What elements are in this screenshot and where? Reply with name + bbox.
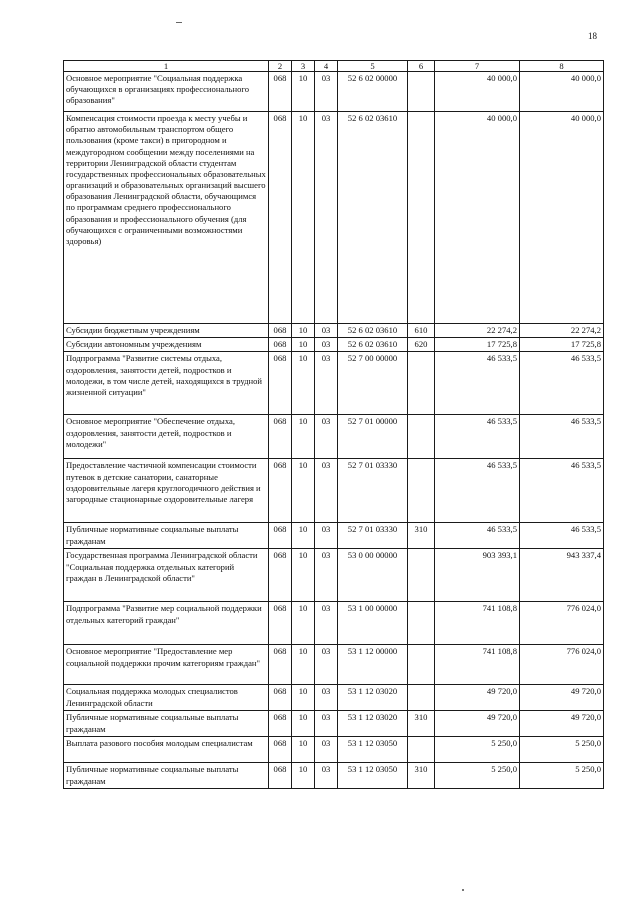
table-row <box>64 523 604 549</box>
row-subsection-code: 03 <box>315 711 338 737</box>
row-target-article: 52 6 02 03610 <box>338 324 408 338</box>
header-cell: 1 <box>64 61 269 72</box>
row-section-code: 10 <box>292 112 315 324</box>
row-expense-type: 620 <box>408 338 435 352</box>
header-cell: 5 <box>338 61 408 72</box>
row-section-code: 10 <box>292 737 315 763</box>
row-amount-col7: 22 274,2 <box>435 324 520 338</box>
row-ministry-code: 068 <box>269 737 292 763</box>
table-body <box>64 72 604 789</box>
row-ministry-code: 068 <box>269 602 292 645</box>
row-name: Субсидии бюджетным учреждениям <box>64 324 269 338</box>
scan-mark <box>462 889 464 891</box>
row-section-code: 10 <box>292 415 315 459</box>
row-amount-col8: 22 274,2 <box>520 324 604 338</box>
row-target-article: 53 1 12 03050 <box>338 763 408 789</box>
row-section-code: 10 <box>292 338 315 352</box>
header-cell: 8 <box>520 61 604 72</box>
budget-table <box>63 60 604 789</box>
row-amount-col7: 741 108,8 <box>435 602 520 645</box>
row-amount-col7: 46 533,5 <box>435 352 520 415</box>
row-section-code: 10 <box>292 72 315 112</box>
row-amount-col8: 5 250,0 <box>520 737 604 763</box>
row-ministry-code: 068 <box>269 415 292 459</box>
table-row <box>64 645 604 685</box>
table-row <box>64 549 604 602</box>
row-amount-col8: 40 000,0 <box>520 72 604 112</box>
row-subsection-code: 03 <box>315 763 338 789</box>
row-target-article: 53 1 12 03020 <box>338 685 408 711</box>
row-amount-col8: 17 725,8 <box>520 338 604 352</box>
row-target-article: 53 1 12 03020 <box>338 711 408 737</box>
row-amount-col7: 49 720,0 <box>435 711 520 737</box>
row-amount-col8: 49 720,0 <box>520 685 604 711</box>
table-row <box>64 685 604 711</box>
row-name: Публичные нормативные социальные выплаты гражданам <box>64 711 269 737</box>
row-ministry-code: 068 <box>269 352 292 415</box>
row-subsection-code: 03 <box>315 338 338 352</box>
row-subsection-code: 03 <box>315 523 338 549</box>
row-amount-col8: 46 533,5 <box>520 523 604 549</box>
row-expense-type <box>408 352 435 415</box>
row-name: Подпрограмма "Развитие мер социальной поддержки отдельных категорий граждан" <box>64 602 269 645</box>
row-ministry-code: 068 <box>269 523 292 549</box>
row-name: Выплата разового пособия молодым специалистам <box>64 737 269 763</box>
row-target-article: 52 7 01 03330 <box>338 459 408 523</box>
table-row <box>64 352 604 415</box>
row-ministry-code: 068 <box>269 549 292 602</box>
row-amount-col8: 49 720,0 <box>520 711 604 737</box>
row-expense-type: 310 <box>408 523 435 549</box>
header-cell: 2 <box>269 61 292 72</box>
row-amount-col7: 46 533,5 <box>435 459 520 523</box>
row-subsection-code: 03 <box>315 549 338 602</box>
row-subsection-code: 03 <box>315 645 338 685</box>
row-name: Публичные нормативные социальные выплаты гражданам <box>64 763 269 789</box>
row-amount-col7: 46 533,5 <box>435 415 520 459</box>
row-expense-type <box>408 72 435 112</box>
header-cell: 7 <box>435 61 520 72</box>
row-section-code: 10 <box>292 549 315 602</box>
row-amount-col8: 46 533,5 <box>520 352 604 415</box>
row-section-code: 10 <box>292 352 315 415</box>
row-subsection-code: 03 <box>315 737 338 763</box>
table-row <box>64 459 604 523</box>
row-ministry-code: 068 <box>269 72 292 112</box>
row-ministry-code: 068 <box>269 685 292 711</box>
row-ministry-code: 068 <box>269 324 292 338</box>
row-name: Подпрограмма "Развитие системы отдыха, оздоровления, занятости детей, подростков и молодежи, в том числе детей, находящихся в трудной жизненной ситуации" <box>64 352 269 415</box>
row-name: Компенсация стоимости проезда к месту учебы и обратно автомобильным транспортом общего пользования (кроме такси) в пригородном и междугородном сообщении между поселениями на территории Ленинградской области студентам государственных профессиональных образовательных организаций и образовательных организаций высшего образования Ленинградской области, обучающимся по программам среднего профессионального образования и профессионального обучения (для обучающихся с ограниченными возможностями здоровья) <box>64 112 269 324</box>
table-row <box>64 602 604 645</box>
header-cell: 4 <box>315 61 338 72</box>
row-section-code: 10 <box>292 459 315 523</box>
row-amount-col7: 49 720,0 <box>435 685 520 711</box>
row-name: Основное мероприятие "Предоставление мер социальной поддержки прочим категориям граждан" <box>64 645 269 685</box>
row-amount-col7: 40 000,0 <box>435 112 520 324</box>
row-subsection-code: 03 <box>315 415 338 459</box>
row-expense-type: 310 <box>408 763 435 789</box>
row-name: Социальная поддержка молодых специалистов Ленинградской области <box>64 685 269 711</box>
row-ministry-code: 068 <box>269 645 292 685</box>
row-subsection-code: 03 <box>315 324 338 338</box>
row-target-article: 53 1 12 03050 <box>338 737 408 763</box>
row-name: Основное мероприятие "Обеспечение отдыха, оздоровления, занятости детей, подростков и молодежи" <box>64 415 269 459</box>
table-row <box>64 324 604 338</box>
row-target-article: 52 6 02 00000 <box>338 72 408 112</box>
row-name: Субсидии автономным учреждениям <box>64 338 269 352</box>
row-ministry-code: 068 <box>269 763 292 789</box>
row-expense-type <box>408 737 435 763</box>
table-row <box>64 737 604 763</box>
row-amount-col8: 943 337,4 <box>520 549 604 602</box>
row-amount-col8: 46 533,5 <box>520 459 604 523</box>
row-expense-type: 310 <box>408 711 435 737</box>
row-amount-col8: 46 533,5 <box>520 415 604 459</box>
row-target-article: 53 1 00 00000 <box>338 602 408 645</box>
page-number: 18 <box>588 31 597 41</box>
row-section-code: 10 <box>292 645 315 685</box>
table-row <box>64 763 604 789</box>
row-name: Предоставление частичной компенсации стоимости путевок в детские санатории, санаторные оздоровительные лагеря круглогодичного действия и загородные стационарные оздоровительные лагеря <box>64 459 269 523</box>
row-expense-type <box>408 602 435 645</box>
row-expense-type <box>408 549 435 602</box>
row-ministry-code: 068 <box>269 338 292 352</box>
row-amount-col7: 17 725,8 <box>435 338 520 352</box>
row-amount-col8: 5 250,0 <box>520 763 604 789</box>
row-name: Государственная программа Ленинградской области "Социальная поддержка отдельных категорий граждан в Ленинградской области" <box>64 549 269 602</box>
row-expense-type: 610 <box>408 324 435 338</box>
row-amount-col7: 5 250,0 <box>435 737 520 763</box>
row-expense-type <box>408 645 435 685</box>
row-ministry-code: 068 <box>269 711 292 737</box>
row-amount-col7: 46 533,5 <box>435 523 520 549</box>
row-subsection-code: 03 <box>315 352 338 415</box>
table-row <box>64 415 604 459</box>
row-subsection-code: 03 <box>315 602 338 645</box>
header-row <box>64 61 604 72</box>
row-name: Публичные нормативные социальные выплаты гражданам <box>64 523 269 549</box>
row-amount-col7: 903 393,1 <box>435 549 520 602</box>
row-amount-col7: 5 250,0 <box>435 763 520 789</box>
header-cell: 6 <box>408 61 435 72</box>
row-section-code: 10 <box>292 763 315 789</box>
row-target-article: 52 7 01 03330 <box>338 523 408 549</box>
row-section-code: 10 <box>292 602 315 645</box>
table-row <box>64 338 604 352</box>
row-expense-type <box>408 685 435 711</box>
row-target-article: 53 1 12 00000 <box>338 645 408 685</box>
row-amount-col8: 776 024,0 <box>520 645 604 685</box>
row-amount-col8: 776 024,0 <box>520 602 604 645</box>
row-expense-type <box>408 415 435 459</box>
row-expense-type <box>408 459 435 523</box>
table-row <box>64 72 604 112</box>
row-target-article: 52 7 00 00000 <box>338 352 408 415</box>
row-section-code: 10 <box>292 711 315 737</box>
row-section-code: 10 <box>292 523 315 549</box>
header-cell: 3 <box>292 61 315 72</box>
row-target-article: 52 6 02 03610 <box>338 338 408 352</box>
row-amount-col7: 40 000,0 <box>435 72 520 112</box>
row-name: Основное мероприятие "Социальная поддержка обучающихся в организациях профессионального образования" <box>64 72 269 112</box>
scan-mark <box>176 22 182 23</box>
row-subsection-code: 03 <box>315 685 338 711</box>
row-subsection-code: 03 <box>315 112 338 324</box>
row-subsection-code: 03 <box>315 459 338 523</box>
row-expense-type <box>408 112 435 324</box>
row-target-article: 53 0 00 00000 <box>338 549 408 602</box>
row-amount-col8: 40 000,0 <box>520 112 604 324</box>
row-section-code: 10 <box>292 685 315 711</box>
row-ministry-code: 068 <box>269 112 292 324</box>
row-target-article: 52 6 02 03610 <box>338 112 408 324</box>
row-amount-col7: 741 108,8 <box>435 645 520 685</box>
row-target-article: 52 7 01 00000 <box>338 415 408 459</box>
table-row <box>64 112 604 324</box>
row-subsection-code: 03 <box>315 72 338 112</box>
row-ministry-code: 068 <box>269 459 292 523</box>
table-row <box>64 711 604 737</box>
row-section-code: 10 <box>292 324 315 338</box>
